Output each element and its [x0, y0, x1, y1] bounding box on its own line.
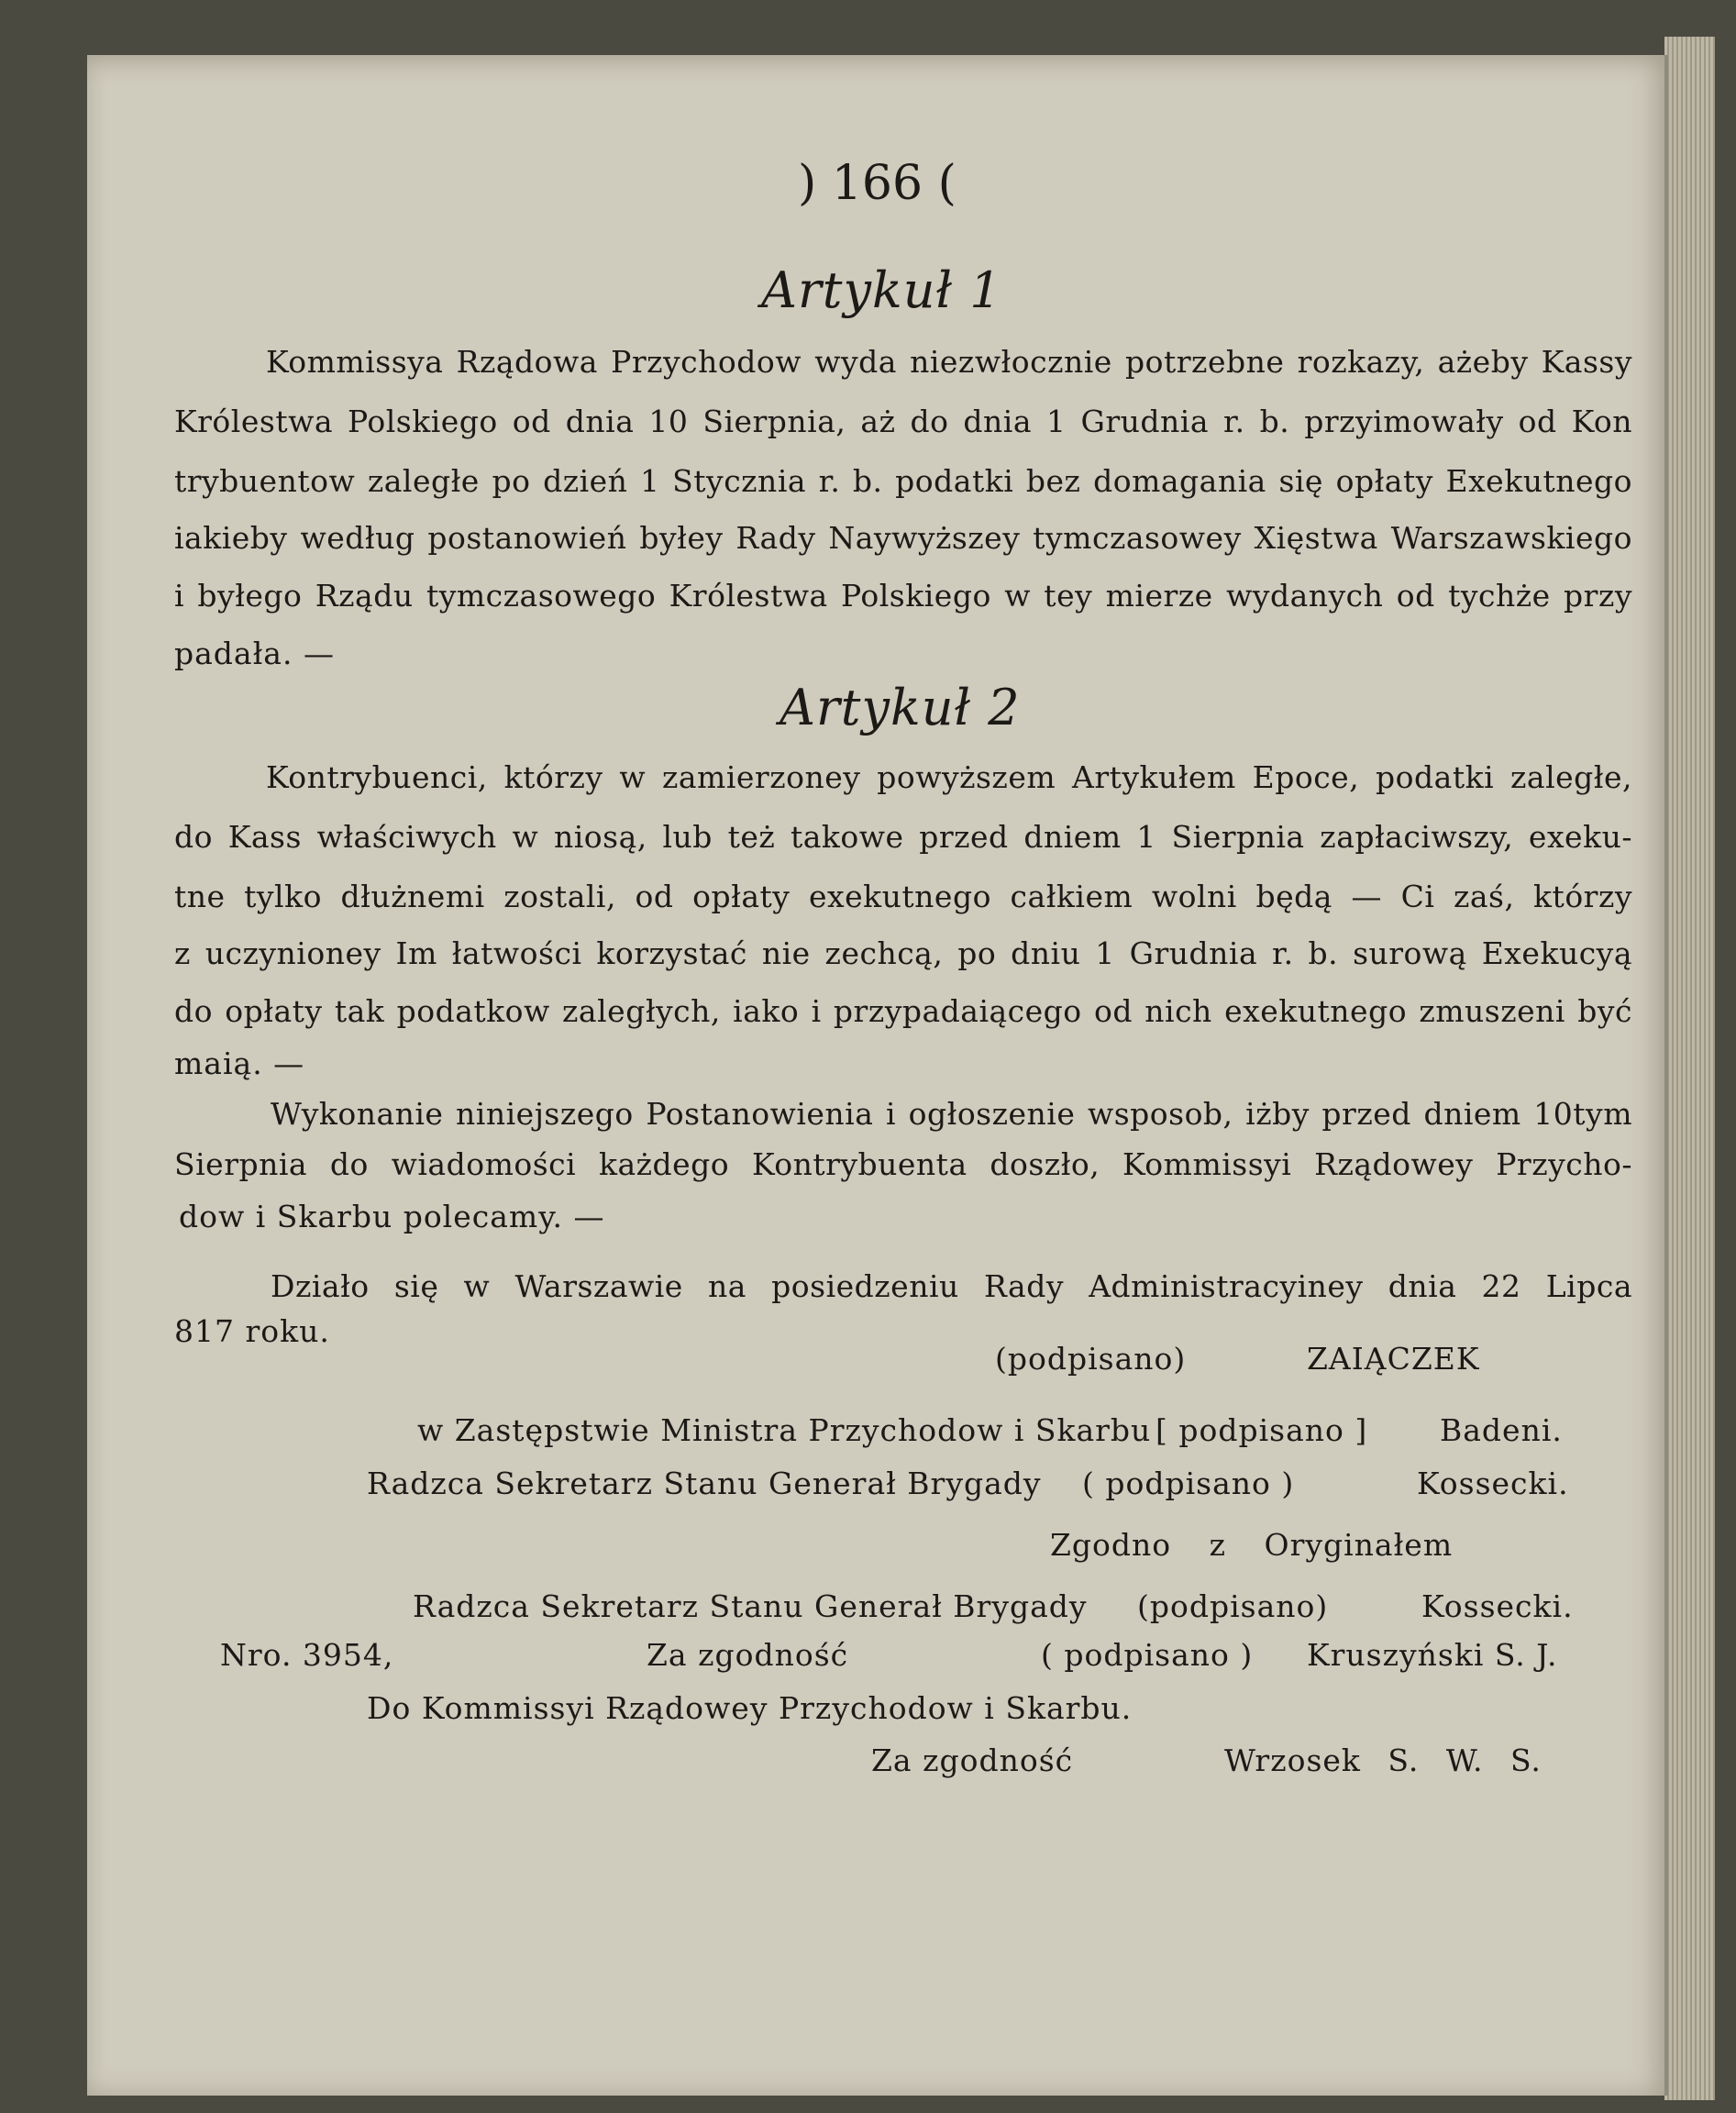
art2-line-1: Kontrybuenci, którzy w zamierzoney powyższem Artykułem Epoce, podatki zaległe, — [266, 759, 1632, 795]
art1-line-4: iakieby według postanowień byłey Rady Naywyższey tymczasowey Xięstwa Warszawskiego — [174, 520, 1632, 556]
page-edge — [1664, 37, 1715, 2100]
sig4-name: Kossecki. — [1421, 1588, 1574, 1624]
sig4-label: (podpisano) — [1137, 1588, 1329, 1624]
date-line-1: Działo się w Warszawie na posiedzeniu Rady Administracyiney dnia 22 Lipca — [271, 1268, 1632, 1304]
art1-line-6: padała. — — [174, 636, 335, 671]
sig6-name: Wrzosek S. W. S. — [1224, 1742, 1542, 1778]
addressee-line: Do Kommissyi Rządowey Przychodow i Skarbu. — [367, 1690, 1133, 1726]
exec-line-1: Wykonanie niniejszego Postanowienia i ogłoszenie wsposob, iżby przed dniem 10tym — [271, 1096, 1632, 1132]
document-number: Nro. 3954, — [220, 1637, 394, 1673]
date-line-2: 817 roku. — [174, 1313, 330, 1349]
conformity-note: Zgodno z Oryginałem — [1050, 1527, 1454, 1563]
page-number: ) 166 ( — [798, 156, 956, 211]
art1-line-3: trybuentow zaległe po dzień 1 Stycznia r. b. podatki bez domagania się opłaty Exekutnego — [174, 463, 1632, 499]
za-zgodnosc-2: Za zgodność — [871, 1742, 1074, 1778]
article-1-heading: Artykuł 1 — [761, 261, 1002, 319]
exec-line-2: Sierpnia do wiadomości każdego Kontrybuenta doszło, Kommissyi Rządowey Przycho- — [174, 1146, 1632, 1182]
sig1-name: ZAIĄCZEK — [1307, 1341, 1480, 1377]
sig4-role: Radzca Sekretarz Stanu Generał Brygady — [413, 1588, 1088, 1624]
sig2-name: Badeni. — [1440, 1412, 1563, 1448]
art1-line-1: Kommissya Rządowa Przychodow wyda niezwłocznie potrzebne rozkazy, ażeby Kassy — [266, 344, 1632, 380]
sig3-label: ( podpisano ) — [1082, 1466, 1295, 1501]
art2-line-5: do opłaty tak podatkow zaległych, iako i przypadaiącego od nich exekutnego zmuszeni być — [174, 993, 1632, 1029]
sig5-name: Kruszyński S. J. — [1307, 1637, 1558, 1673]
sig3-name: Kossecki. — [1417, 1466, 1569, 1501]
art2-line-3: tne tylko dłużnemi zostali, od opłaty exekutnego całkiem wolni będą — Ci zaś, którzy — [174, 879, 1632, 914]
article-2-heading: Artykuł 2 — [780, 679, 1021, 736]
sig3-role: Radzca Sekretarz Stanu Generał Brygady — [367, 1466, 1042, 1501]
sig2-label: [ podpisano ] — [1155, 1412, 1368, 1448]
art2-line-6: maią. — — [174, 1045, 305, 1081]
sig5-label: ( podpisano ) — [1041, 1637, 1254, 1673]
art2-line-4: z uczynioney Im łatwości korzystać nie zechcą, po dniu 1 Grudnia r. b. surową Exekucyą — [174, 935, 1632, 971]
art1-line-2: Królestwa Polskiego od dnia 10 Sierpnia, aż do dnia 1 Grudnia r. b. przyimowały od Kon — [174, 404, 1632, 439]
za-zgodnosc-1: Za zgodność — [647, 1637, 849, 1673]
art2-line-2: do Kass właściwych w niosą, lub też takowe przed dniem 1 Sierpnia zapłaciwszy, exeku- — [174, 819, 1632, 855]
exec-line-3: dow i Skarbu polecamy. — — [179, 1199, 605, 1234]
sig2-role: w Zastępstwie Ministra Przychodow i Skarbu — [417, 1412, 1152, 1448]
art1-line-5: i byłego Rządu tymczasowego Królestwa Polskiego w tey mierze wydanych od tychże przy — [174, 578, 1632, 614]
sig1-label: (podpisano) — [995, 1341, 1187, 1377]
